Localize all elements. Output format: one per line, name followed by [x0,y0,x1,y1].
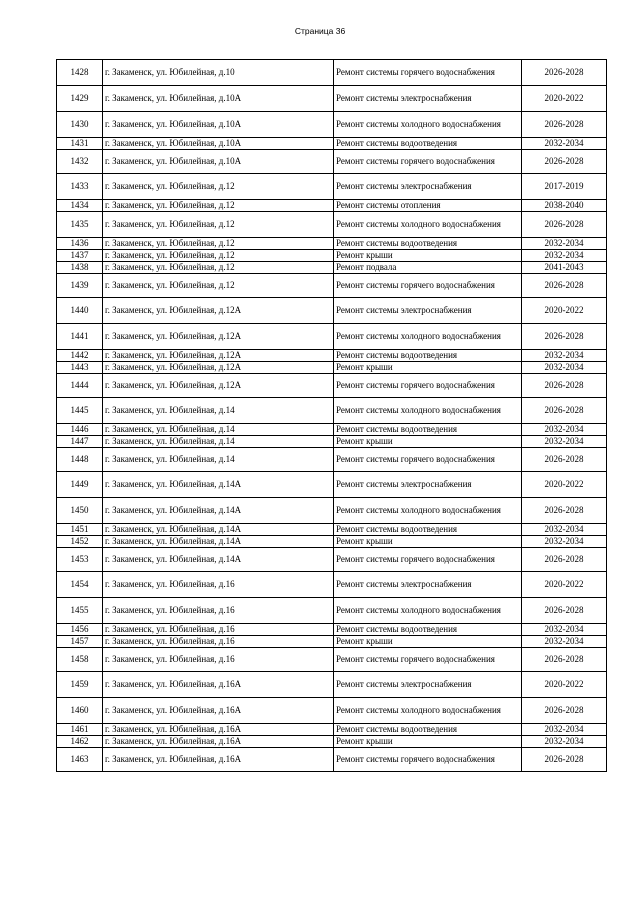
row-address: г. Закаменск, ул. Юбилейная, д.12 [103,174,334,200]
row-address: г. Закаменск, ул. Юбилейная, д.10А [103,86,334,112]
table-row [57,324,607,350]
row-work-type: Ремонт системы горячего водоснабжения [334,748,522,772]
row-work-type: Ремонт системы водоотведения [334,524,522,536]
table-row [57,748,607,772]
row-period: 2026-2028 [522,498,607,524]
row-period: 2026-2028 [522,748,607,772]
row-work-type: Ремонт системы горячего водоснабжения [334,374,522,398]
row-work-type: Ремонт крыши [334,536,522,548]
row-work-type: Ремонт системы водоотведения [334,238,522,250]
row-work-type: Ремонт системы холодного водоснабжения [334,112,522,138]
row-period: 2026-2028 [522,112,607,138]
table-row [57,86,607,112]
row-number: 1438 [57,262,103,274]
row-address: г. Закаменск, ул. Юбилейная, д.10 [103,60,334,86]
row-work-type: Ремонт системы водоотведения [334,350,522,362]
table-row [57,138,607,150]
row-work-type: Ремонт системы горячего водоснабжения [334,548,522,572]
table-row [57,398,607,424]
row-period: 2026-2028 [522,274,607,298]
row-work-type: Ремонт системы электроснабжения [334,672,522,698]
row-address: г. Закаменск, ул. Юбилейная, д.14А [103,498,334,524]
row-work-type: Ремонт крыши [334,736,522,748]
row-number: 1448 [57,448,103,472]
row-work-type: Ремонт системы электроснабжения [334,86,522,112]
row-period: 2032-2034 [522,362,607,374]
row-work-type: Ремонт системы отопления [334,200,522,212]
table-row [57,350,607,362]
row-address: г. Закаменск, ул. Юбилейная, д.12А [103,324,334,350]
row-address: г. Закаменск, ул. Юбилейная, д.14А [103,548,334,572]
row-address: г. Закаменск, ул. Юбилейная, д.10А [103,150,334,174]
row-number: 1440 [57,298,103,324]
table-row [57,262,607,274]
row-address: г. Закаменск, ул. Юбилейная, д.12А [103,298,334,324]
table-row [57,298,607,324]
row-period: 2026-2028 [522,598,607,624]
row-number: 1454 [57,572,103,598]
row-period: 2032-2034 [522,524,607,536]
table-row [57,698,607,724]
works-table-body [57,60,607,772]
row-period: 2020-2022 [522,86,607,112]
row-number: 1433 [57,174,103,200]
row-number: 1447 [57,436,103,448]
table-row [57,672,607,698]
row-period: 2020-2022 [522,672,607,698]
row-address: г. Закаменск, ул. Юбилейная, д.12 [103,212,334,238]
row-period: 2032-2034 [522,238,607,250]
row-period: 2026-2028 [522,398,607,424]
row-work-type: Ремонт системы водоотведения [334,138,522,150]
row-work-type: Ремонт системы водоотведения [334,424,522,436]
row-number: 1429 [57,86,103,112]
row-address: г. Закаменск, ул. Юбилейная, д.16А [103,672,334,698]
row-work-type: Ремонт подвала [334,262,522,274]
row-address: г. Закаменск, ул. Юбилейная, д.12 [103,250,334,262]
table-row [57,572,607,598]
row-period: 2032-2034 [522,636,607,648]
table-row [57,536,607,548]
row-number: 1444 [57,374,103,398]
row-work-type: Ремонт системы электроснабжения [334,472,522,498]
row-work-type: Ремонт системы горячего водоснабжения [334,274,522,298]
row-address: г. Закаменск, ул. Юбилейная, д.12 [103,238,334,250]
row-number: 1457 [57,636,103,648]
row-address: г. Закаменск, ул. Юбилейная, д.14А [103,536,334,548]
row-number: 1441 [57,324,103,350]
table-row [57,60,607,86]
works-table [56,59,607,772]
table-row [57,736,607,748]
row-address: г. Закаменск, ул. Юбилейная, д.14А [103,524,334,536]
row-address: г. Закаменск, ул. Юбилейная, д.12А [103,374,334,398]
table-row [57,150,607,174]
row-address: г. Закаменск, ул. Юбилейная, д.14 [103,436,334,448]
row-address: г. Закаменск, ул. Юбилейная, д.14 [103,424,334,436]
row-number: 1450 [57,498,103,524]
row-period: 2032-2034 [522,436,607,448]
row-number: 1458 [57,648,103,672]
row-number: 1463 [57,748,103,772]
row-period: 2032-2034 [522,424,607,436]
row-address: г. Закаменск, ул. Юбилейная, д.12 [103,200,334,212]
table-row [57,362,607,374]
row-number: 1452 [57,536,103,548]
table-row [57,624,607,636]
row-number: 1453 [57,548,103,572]
row-work-type: Ремонт крыши [334,436,522,448]
row-work-type: Ремонт крыши [334,636,522,648]
row-number: 1442 [57,350,103,362]
row-number: 1435 [57,212,103,238]
row-work-type: Ремонт системы холодного водоснабжения [334,698,522,724]
row-work-type: Ремонт системы электроснабжения [334,298,522,324]
row-work-type: Ремонт системы водоотведения [334,624,522,636]
row-address: г. Закаменск, ул. Юбилейная, д.14 [103,398,334,424]
row-work-type: Ремонт крыши [334,362,522,374]
table-row [57,250,607,262]
table-row [57,448,607,472]
row-address: г. Закаменск, ул. Юбилейная, д.16 [103,572,334,598]
row-work-type: Ремонт системы горячего водоснабжения [334,448,522,472]
row-period: 2020-2022 [522,472,607,498]
row-number: 1460 [57,698,103,724]
row-work-type: Ремонт крыши [334,250,522,262]
row-period: 2026-2028 [522,548,607,572]
row-period: 2026-2028 [522,648,607,672]
table-row [57,200,607,212]
row-address: г. Закаменск, ул. Юбилейная, д.12А [103,350,334,362]
row-period: 2032-2034 [522,736,607,748]
row-number: 1434 [57,200,103,212]
row-number: 1459 [57,672,103,698]
row-number: 1449 [57,472,103,498]
table-row [57,636,607,648]
row-number: 1439 [57,274,103,298]
table-row [57,112,607,138]
row-address: г. Закаменск, ул. Юбилейная, д.16А [103,748,334,772]
row-address: г. Закаменск, ул. Юбилейная, д.10А [103,112,334,138]
table-row [57,238,607,250]
row-number: 1451 [57,524,103,536]
table-row [57,424,607,436]
table-row [57,174,607,200]
row-period: 2032-2034 [522,624,607,636]
row-address: г. Закаменск, ул. Юбилейная, д.10А [103,138,334,150]
row-period: 2020-2022 [522,572,607,598]
row-address: г. Закаменск, ул. Юбилейная, д.16 [103,648,334,672]
table-row [57,374,607,398]
row-address: г. Закаменск, ул. Юбилейная, д.16А [103,698,334,724]
row-period: 2038-2040 [522,200,607,212]
row-period: 2026-2028 [522,698,607,724]
table-row [57,724,607,736]
row-work-type: Ремонт системы водоотведения [334,724,522,736]
row-number: 1443 [57,362,103,374]
table-row [57,436,607,448]
row-number: 1431 [57,138,103,150]
row-work-type: Ремонт системы горячего водоснабжения [334,150,522,174]
row-address: г. Закаменск, ул. Юбилейная, д.14А [103,472,334,498]
row-work-type: Ремонт системы электроснабжения [334,572,522,598]
row-period: 2017-2019 [522,174,607,200]
row-period: 2032-2034 [522,250,607,262]
row-work-type: Ремонт системы холодного водоснабжения [334,212,522,238]
row-address: г. Закаменск, ул. Юбилейная, д.12 [103,262,334,274]
row-work-type: Ремонт системы горячего водоснабжения [334,60,522,86]
row-address: г. Закаменск, ул. Юбилейная, д.16 [103,598,334,624]
row-number: 1428 [57,60,103,86]
row-address: г. Закаменск, ул. Юбилейная, д.16 [103,624,334,636]
row-number: 1445 [57,398,103,424]
page-header: Страница 36 [294,26,346,36]
row-period: 2032-2034 [522,350,607,362]
row-work-type: Ремонт системы холодного водоснабжения [334,598,522,624]
table-row [57,598,607,624]
row-work-type: Ремонт системы электроснабжения [334,174,522,200]
table-row [57,472,607,498]
row-work-type: Ремонт системы горячего водоснабжения [334,648,522,672]
row-address: г. Закаменск, ул. Юбилейная, д.12 [103,274,334,298]
row-address: г. Закаменск, ул. Юбилейная, д.16 [103,636,334,648]
row-period: 2032-2034 [522,724,607,736]
table-row [57,548,607,572]
table-row [57,524,607,536]
row-period: 2032-2034 [522,536,607,548]
row-work-type: Ремонт системы холодного водоснабжения [334,324,522,350]
row-number: 1437 [57,250,103,262]
row-number: 1461 [57,724,103,736]
row-period: 2026-2028 [522,448,607,472]
table-row [57,212,607,238]
row-period: 2026-2028 [522,150,607,174]
row-number: 1436 [57,238,103,250]
row-number: 1462 [57,736,103,748]
row-period: 2041-2043 [522,262,607,274]
row-number: 1430 [57,112,103,138]
row-number: 1446 [57,424,103,436]
row-work-type: Ремонт системы холодного водоснабжения [334,398,522,424]
row-period: 2026-2028 [522,212,607,238]
table-row [57,274,607,298]
row-number: 1432 [57,150,103,174]
row-period: 2026-2028 [522,60,607,86]
row-address: г. Закаменск, ул. Юбилейная, д.12А [103,362,334,374]
row-number: 1455 [57,598,103,624]
table-row [57,648,607,672]
row-period: 2032-2034 [522,138,607,150]
row-number: 1456 [57,624,103,636]
row-address: г. Закаменск, ул. Юбилейная, д.14 [103,448,334,472]
table-row [57,498,607,524]
row-period: 2020-2022 [522,298,607,324]
row-period: 2026-2028 [522,324,607,350]
row-work-type: Ремонт системы холодного водоснабжения [334,498,522,524]
row-period: 2026-2028 [522,374,607,398]
row-address: г. Закаменск, ул. Юбилейная, д.16А [103,724,334,736]
row-address: г. Закаменск, ул. Юбилейная, д.16А [103,736,334,748]
